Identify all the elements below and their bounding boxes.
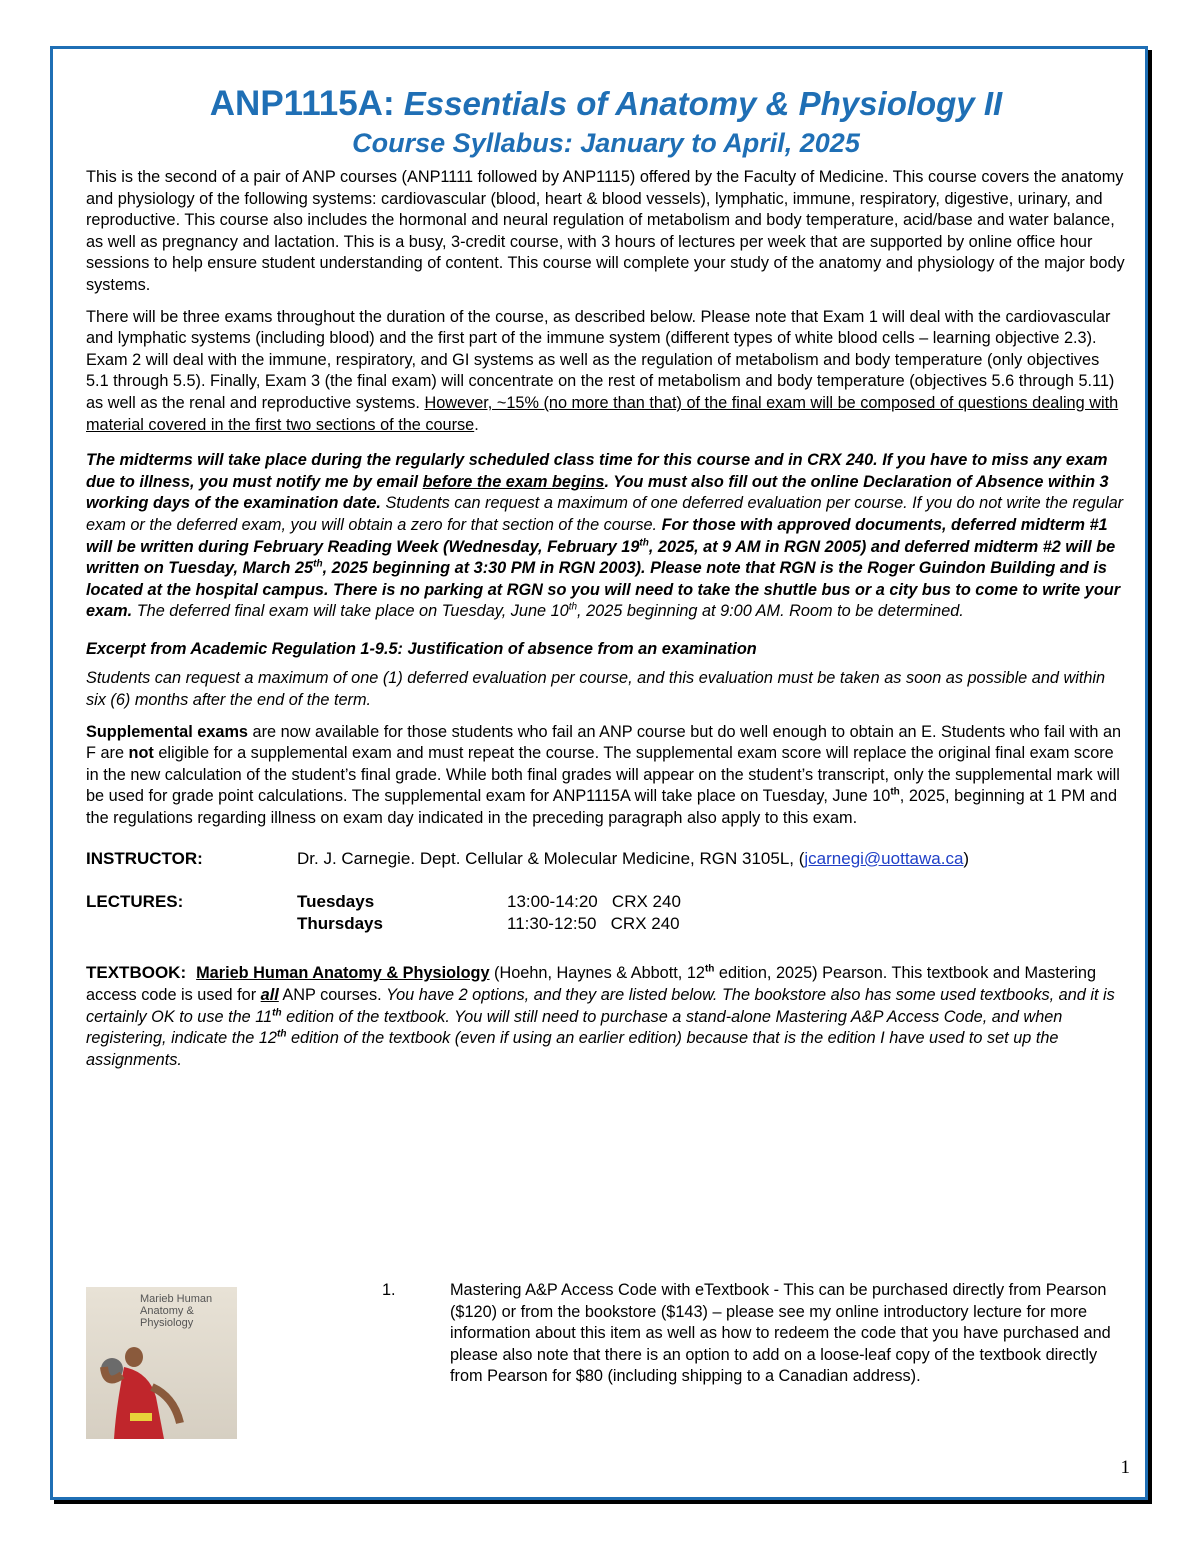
option-text: Mastering A&P Access Code with eTextbook - This can be purchased directly from Pearson ($120) or from the bookstore ($143) – please see my online introductory lecture for more information about this item as well as how to redeem the code that you have purchased and please also note that there is an option to add on a loose-leaf copy of the textbook directly from Pearson for $80 (including shipping to a Canadian address). xyxy=(450,1281,1111,1386)
midterms-p5: , 2025, at 9 AM in RGN 2005) and deferred midterm #2 will be written on Tuesday, March 25 xyxy=(86,537,1116,578)
textbook-t3: ANP courses. xyxy=(278,986,387,1004)
textbook-label: TEXTBOOK: xyxy=(86,963,187,983)
instructor-label: INSTRUCTOR: xyxy=(86,848,203,868)
textbook-all: all xyxy=(260,986,279,1004)
midterms-p8: , 2025 beginning at 9:00 AM. Room to be determined. xyxy=(577,602,964,621)
midterms-p1-underline: before the exam begins xyxy=(422,472,605,491)
textbook-sup3: th xyxy=(276,1028,287,1040)
lecture-time: 11:30-12:50 CRX 240 xyxy=(507,913,680,933)
instructor-info xyxy=(297,848,969,870)
midterms-p4: For those with approved documents, deferred midterm #1 will be written during February Reading Week (Wednesday, February 19 xyxy=(86,515,1108,556)
lectures-schedule xyxy=(297,891,681,934)
cover-title: Marieb Human Anatomy & Physiology xyxy=(140,1293,213,1329)
supplemental-t2: eligible for a supplemental exam and must repeat the course. The supplemental exam score will replace the original final exam score in the new calculation of the student’s final grade. While both final grades will appear on the student’s transcript, only the supplemental mark will be used for grade point calculations. The supplemental exam for ANP1115A will take place on Tuesday, June 10 xyxy=(86,744,1120,806)
page-number: 1 xyxy=(1120,1457,1130,1478)
supplemental-t3: , 2025, beginning at 1 PM and the regulations regarding illness on exam day indicated in the preceding paragraph also apply to this exam. xyxy=(86,787,1118,828)
athlete-figure xyxy=(94,1327,184,1439)
textbook-sup2: th xyxy=(272,1007,282,1019)
textbook-italic2: edition of the textbook. You will still need to purchase a stand-alone Mastering A&P Access Code, and when registering, indicate the 12 xyxy=(86,1007,1063,1048)
lectures-row xyxy=(86,891,1126,934)
midterms-sup3: th xyxy=(568,601,578,613)
supplemental-not: not xyxy=(128,744,154,763)
supplemental-paragraph xyxy=(86,722,1126,830)
exams-end: . xyxy=(474,415,479,434)
midterms-p1: The midterms will take place during the regularly scheduled class time for this course and in CRX 240. If you have to miss any exam due to illness, you must notify me by email xyxy=(86,451,1108,491)
textbook-title: Marieb Human Anatomy & Physiology xyxy=(196,964,490,983)
syllabus-subtitle: Course Syllabus: January to April, 2025 xyxy=(352,128,860,158)
exams-paragraph xyxy=(86,307,1126,437)
midterms-p6: , 2025 beginning at 3:30 PM in RGN 2003). Please note that RGN is the Roger Guindon Building and is located at the hospital campus. There is no parking at RGN so you will need to take the shuttle bus or a city bus to come to write your exam. xyxy=(86,559,1121,621)
textbook-t1: (Hoehn, Haynes & Abbott, 12 xyxy=(489,964,705,983)
textbook-t2: edition, 2025) Pearson. This textbook and Mastering access code is used for xyxy=(86,964,1097,1004)
course-title xyxy=(86,82,1126,126)
exams-underlined: However, ~15% (no more than that) of the final exam will be composed of questions dealing with material covered in the first two sections of the course xyxy=(86,393,1119,434)
lectures-label: LECTURES: xyxy=(86,892,184,912)
midterms-p7: The deferred final exam will take place on Tuesday, June 10 xyxy=(132,602,569,621)
textbook-sup1: th xyxy=(704,963,715,975)
course-name: Essentials of Anatomy & Physiology II xyxy=(403,85,1003,122)
textbook-italic1: You have 2 options, and they are listed below. The bookstore also has some used textbooks, and it is certainly OK to use the 11 xyxy=(86,986,1115,1026)
course-code: ANP1115A: xyxy=(209,84,395,123)
textbook-italic3: edition of the textbook (even if using an earlier edition) because that is the edition I have used to set up the assignments. xyxy=(86,1029,1059,1069)
supplemental-t1: are now available for those students who fail an ANP course but do well enough to obtain an E. Students who fail with an F are xyxy=(86,722,1122,763)
syllabus-content xyxy=(86,82,1126,1081)
instructor-close: ) xyxy=(963,848,970,868)
midterms-p3: Students can request a maximum of one deferred evaluation per course. If you do not write the regular exam or the deferred exam, you will obtain a zero for that section of the course. xyxy=(86,494,1124,534)
instructor-row xyxy=(86,848,1126,870)
midterms-paragraph xyxy=(86,450,1126,623)
supplemental-lead: Supplemental exams xyxy=(86,722,248,741)
option-item xyxy=(382,1280,1132,1388)
excerpt-heading: Excerpt from Academic Regulation 1-9.5: Justification of absence from an examination xyxy=(86,639,757,658)
midterms-sup2: th xyxy=(313,558,323,570)
lecture-row xyxy=(297,913,681,935)
option-number: 1. xyxy=(382,1281,396,1299)
supplemental-sup: th xyxy=(890,787,900,799)
instructor-email-link[interactable]: jcarnegi@uottawa.ca xyxy=(804,848,964,868)
lecture-day: Tuesdays xyxy=(297,892,375,912)
lecture-day: Thursdays xyxy=(297,913,383,933)
midterms-p2: . You must also fill out the online Declaration of Absence within 3 working days of the examination date. xyxy=(86,472,1109,513)
instructor-text: Dr. J. Carnegie. Dept. Cellular & Molecular Medicine, RGN 3105L, ( xyxy=(297,848,805,868)
textbook-cover-image xyxy=(86,1287,237,1439)
textbook-paragraph xyxy=(86,962,1126,1071)
intro-paragraph: This is the second of a pair of ANP courses (ANP1111 followed by ANP1115) offered by the Faculty of Medicine. This course covers the anatomy and physiology of the following systems: cardiovascular (blood, heart & blood vessels), lymphatic, immune, respiratory, digestive, urinary, and reproductive. This course also includes the hormonal and neural regulation of metabolism and body temperature, acid/base and water balance, as well as pregnancy and lactation. This is a busy, 3-credit course, with 3 hours of lectures per week that are supported by online office hour sessions to help ensure student understanding of content. This course will complete your study of the anatomy and physiology of the major body systems. xyxy=(86,168,1125,294)
lecture-row xyxy=(297,891,681,913)
lecture-time: 13:00-14:20 CRX 240 xyxy=(507,892,681,912)
exams-text: There will be three exams throughout the duration of the course, as described below. Please note that Exam 1 will deal with the cardiovascular and lymphatic systems (including blood) and the first part of the immune system (different types of white blood cells – learning objective 2.3). Exam 2 will deal with the immune, respiratory, and GI systems as well as the regulation of metabolism and body temperature (only objectives 5.1 through 5.5). Finally, Exam 3 (the final exam) will concentrate on the rest of metabolism and body temperature (objectives 5.6 through 5.11) as well as the renal and reproductive systems. xyxy=(86,307,1115,412)
midterms-sup1: th xyxy=(639,537,649,549)
excerpt-body: Students can request a maximum of one (1) deferred evaluation per course, and this evaluation must be taken as soon as possible and within six (6) months after the end of the term. xyxy=(86,669,1106,710)
